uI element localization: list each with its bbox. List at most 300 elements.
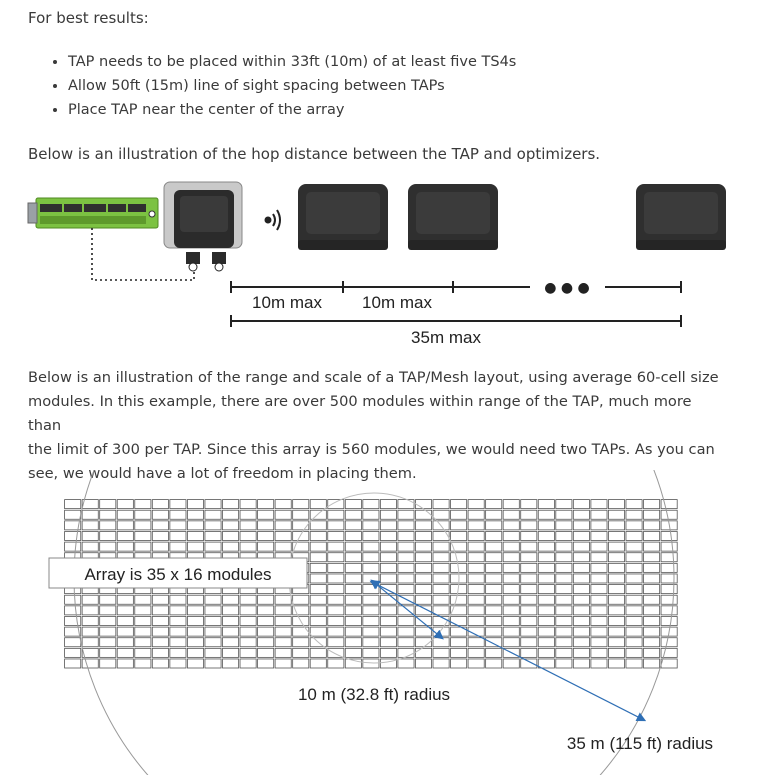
solar-module <box>345 531 361 540</box>
solar-module <box>380 500 396 509</box>
solar-module <box>187 616 203 625</box>
solar-module <box>187 542 203 551</box>
solar-module <box>486 616 502 625</box>
solar-module <box>310 616 326 625</box>
total-dimension-line <box>231 315 681 327</box>
solar-module <box>556 595 572 604</box>
solar-module <box>82 606 98 615</box>
solar-module <box>486 563 502 572</box>
solar-module <box>591 627 607 636</box>
solar-module <box>275 595 291 604</box>
array-range-diagram <box>0 470 760 775</box>
solar-module <box>65 638 81 647</box>
solar-module <box>644 510 660 519</box>
solar-module <box>398 648 414 657</box>
solar-module <box>170 542 186 551</box>
solar-module <box>82 542 98 551</box>
bullet-item: • TAP needs to be placed within 33ft (10m) of at least five TS4s <box>68 50 516 74</box>
solar-module <box>521 574 537 583</box>
solar-module <box>152 531 168 540</box>
solar-module <box>486 574 502 583</box>
solar-module <box>310 510 326 519</box>
solar-module <box>486 553 502 562</box>
solar-module <box>415 542 431 551</box>
solar-module <box>608 595 624 604</box>
solar-module <box>573 648 589 657</box>
solar-module <box>152 648 168 657</box>
solar-module <box>363 500 379 509</box>
solar-module <box>345 585 361 594</box>
solar-module <box>521 616 537 625</box>
solar-module <box>187 627 203 636</box>
solar-module <box>591 563 607 572</box>
solar-module <box>468 595 484 604</box>
solar-module <box>468 510 484 519</box>
intro-text: For best results: <box>28 9 149 27</box>
solar-module <box>135 659 151 668</box>
solar-module <box>345 595 361 604</box>
solar-module <box>380 648 396 657</box>
solar-module <box>626 595 642 604</box>
solar-module <box>135 648 151 657</box>
solar-module <box>363 574 379 583</box>
solar-module <box>486 595 502 604</box>
solar-module <box>363 510 379 519</box>
solar-module <box>363 606 379 615</box>
solar-module <box>152 606 168 615</box>
solar-module <box>608 542 624 551</box>
solar-module <box>573 563 589 572</box>
solar-module <box>644 563 660 572</box>
solar-module <box>152 627 168 636</box>
solar-module <box>415 553 431 562</box>
solar-module <box>328 553 344 562</box>
solar-module <box>608 606 624 615</box>
solar-module <box>521 500 537 509</box>
solar-module <box>240 638 256 647</box>
solar-module <box>521 627 537 636</box>
solar-module <box>468 531 484 540</box>
solar-module <box>293 595 309 604</box>
solar-module <box>328 616 344 625</box>
solar-module <box>486 648 502 657</box>
solar-module <box>538 531 554 540</box>
hop-distance-diagram <box>0 170 760 355</box>
solar-module <box>117 510 133 519</box>
solar-module <box>486 500 502 509</box>
solar-module <box>626 542 642 551</box>
solar-module <box>591 638 607 647</box>
solar-module <box>468 606 484 615</box>
tap-device-icon <box>164 182 242 271</box>
solar-module <box>626 616 642 625</box>
solar-module <box>661 531 677 540</box>
solar-module <box>451 659 467 668</box>
solar-module <box>398 563 414 572</box>
solar-module <box>275 521 291 530</box>
solar-module <box>398 500 414 509</box>
solar-module <box>380 542 396 551</box>
solar-module <box>626 638 642 647</box>
solar-module <box>538 606 554 615</box>
solar-module <box>661 553 677 562</box>
solar-module <box>591 659 607 668</box>
solar-module <box>82 510 98 519</box>
solar-module <box>275 531 291 540</box>
solar-module <box>328 500 344 509</box>
solar-module <box>293 627 309 636</box>
solar-module <box>591 500 607 509</box>
solar-module <box>222 627 238 636</box>
solar-module <box>345 563 361 572</box>
solar-module <box>293 521 309 530</box>
solar-module <box>433 659 449 668</box>
solar-module <box>644 659 660 668</box>
solar-module <box>415 521 431 530</box>
solar-module <box>626 585 642 594</box>
solar-module <box>222 531 238 540</box>
solar-module <box>328 627 344 636</box>
solar-module <box>451 638 467 647</box>
solar-module <box>644 638 660 647</box>
solar-module <box>503 542 519 551</box>
solar-module <box>644 648 660 657</box>
solar-module <box>486 627 502 636</box>
solar-module <box>240 648 256 657</box>
solar-module <box>65 648 81 657</box>
solar-module <box>310 585 326 594</box>
solar-module <box>380 595 396 604</box>
solar-module <box>100 531 116 540</box>
solar-module <box>152 521 168 530</box>
solar-module <box>538 659 554 668</box>
solar-module <box>556 531 572 540</box>
solar-module <box>117 531 133 540</box>
solar-module <box>661 574 677 583</box>
wireless-signal-icon <box>266 210 281 230</box>
solar-module <box>451 521 467 530</box>
solar-module <box>398 510 414 519</box>
solar-module <box>433 616 449 625</box>
solar-module <box>152 500 168 509</box>
solar-module <box>345 542 361 551</box>
solar-module <box>538 521 554 530</box>
solar-module <box>556 606 572 615</box>
solar-module <box>240 595 256 604</box>
solar-module <box>152 616 168 625</box>
solar-module <box>310 563 326 572</box>
solar-module <box>591 542 607 551</box>
solar-module <box>275 542 291 551</box>
solar-module <box>117 638 133 647</box>
solar-module <box>135 500 151 509</box>
solar-module <box>170 531 186 540</box>
solar-module <box>573 659 589 668</box>
solar-module <box>82 659 98 668</box>
solar-module <box>135 542 151 551</box>
solar-module <box>608 574 624 583</box>
solar-module <box>310 659 326 668</box>
solar-module <box>503 638 519 647</box>
hop-label-2: 10m max <box>362 293 432 312</box>
solar-module <box>170 595 186 604</box>
solar-module <box>573 595 589 604</box>
solar-module <box>345 627 361 636</box>
cca-board-icon <box>28 198 158 228</box>
solar-module <box>433 648 449 657</box>
solar-module <box>170 616 186 625</box>
solar-module <box>433 542 449 551</box>
solar-module <box>222 521 238 530</box>
solar-module <box>503 531 519 540</box>
hop-caption: Below is an illustration of the hop distance between the TAP and optimizers. <box>28 145 601 163</box>
solar-module <box>661 585 677 594</box>
solar-module <box>258 659 274 668</box>
solar-module <box>591 574 607 583</box>
solar-module <box>82 521 98 530</box>
solar-module <box>556 638 572 647</box>
solar-module <box>573 531 589 540</box>
solar-module <box>415 585 431 594</box>
solar-module <box>222 542 238 551</box>
solar-module <box>310 595 326 604</box>
solar-module <box>363 585 379 594</box>
solar-module <box>608 616 624 625</box>
solar-module <box>363 616 379 625</box>
solar-module <box>538 595 554 604</box>
solar-module <box>293 500 309 509</box>
solar-module <box>538 616 554 625</box>
solar-module <box>187 606 203 615</box>
solar-module <box>644 521 660 530</box>
solar-module <box>468 500 484 509</box>
solar-module <box>538 585 554 594</box>
solar-module <box>82 638 98 647</box>
solar-module <box>275 638 291 647</box>
solar-module <box>451 648 467 657</box>
solar-module <box>222 648 238 657</box>
solar-module <box>591 606 607 615</box>
solar-module <box>345 574 361 583</box>
solar-module <box>433 627 449 636</box>
solar-module <box>328 585 344 594</box>
solar-module <box>187 638 203 647</box>
solar-module <box>100 659 116 668</box>
solar-module <box>451 595 467 604</box>
solar-module <box>521 648 537 657</box>
solar-module <box>222 500 238 509</box>
solar-module <box>380 531 396 540</box>
solar-module <box>152 638 168 647</box>
solar-module <box>205 521 221 530</box>
solar-module <box>556 585 572 594</box>
solar-module <box>626 553 642 562</box>
solar-module <box>222 595 238 604</box>
solar-module <box>415 659 431 668</box>
solar-module <box>222 510 238 519</box>
solar-module <box>503 606 519 615</box>
solar-module <box>538 648 554 657</box>
solar-module <box>468 638 484 647</box>
solar-module <box>415 627 431 636</box>
solar-module <box>433 585 449 594</box>
solar-module <box>503 553 519 562</box>
solar-module <box>328 595 344 604</box>
solar-module <box>293 510 309 519</box>
solar-module <box>205 648 221 657</box>
solar-module <box>345 648 361 657</box>
optimizer-icon <box>408 184 498 250</box>
solar-module <box>258 595 274 604</box>
solar-module <box>415 648 431 657</box>
solar-module <box>538 638 554 647</box>
solar-module <box>538 500 554 509</box>
solar-module <box>363 531 379 540</box>
solar-module <box>608 531 624 540</box>
solar-module <box>556 563 572 572</box>
solar-module <box>240 606 256 615</box>
solar-module <box>608 627 624 636</box>
solar-module <box>205 510 221 519</box>
solar-module <box>222 606 238 615</box>
solar-module <box>626 521 642 530</box>
solar-module <box>398 574 414 583</box>
solar-module <box>644 574 660 583</box>
solar-module <box>240 521 256 530</box>
solar-module <box>644 531 660 540</box>
solar-module <box>415 563 431 572</box>
solar-module <box>591 585 607 594</box>
solar-module <box>468 521 484 530</box>
solar-module <box>100 542 116 551</box>
solar-module <box>521 531 537 540</box>
solar-module <box>170 521 186 530</box>
solar-module <box>187 595 203 604</box>
solar-module <box>135 606 151 615</box>
solar-module <box>275 648 291 657</box>
solar-module <box>152 659 168 668</box>
solar-module <box>644 553 660 562</box>
solar-module <box>556 616 572 625</box>
solar-module <box>556 521 572 530</box>
solar-module <box>345 553 361 562</box>
solar-module <box>521 595 537 604</box>
solar-module <box>398 542 414 551</box>
solar-module <box>82 616 98 625</box>
solar-module <box>573 553 589 562</box>
solar-module <box>328 521 344 530</box>
solar-module <box>310 531 326 540</box>
solar-module <box>363 627 379 636</box>
solar-module <box>486 542 502 551</box>
solar-module <box>538 510 554 519</box>
solar-module <box>328 606 344 615</box>
solar-module <box>486 659 502 668</box>
solar-module <box>380 616 396 625</box>
hop-dimension-line <box>231 281 681 293</box>
solar-module <box>573 616 589 625</box>
solar-module <box>380 627 396 636</box>
solar-module <box>65 595 81 604</box>
solar-module <box>468 542 484 551</box>
solar-module <box>556 542 572 551</box>
solar-module <box>275 606 291 615</box>
solar-module <box>117 542 133 551</box>
solar-module <box>345 616 361 625</box>
solar-module <box>521 659 537 668</box>
solar-module <box>538 627 554 636</box>
solar-module <box>433 531 449 540</box>
solar-module <box>100 510 116 519</box>
solar-module <box>363 638 379 647</box>
solar-module <box>258 521 274 530</box>
solar-module <box>661 563 677 572</box>
solar-module <box>187 659 203 668</box>
solar-module <box>275 627 291 636</box>
solar-module <box>433 500 449 509</box>
solar-module <box>433 638 449 647</box>
solar-module <box>135 638 151 647</box>
solar-module <box>293 648 309 657</box>
solar-module <box>608 648 624 657</box>
solar-module <box>503 521 519 530</box>
solar-module <box>468 585 484 594</box>
solar-module <box>398 531 414 540</box>
solar-module <box>626 531 642 540</box>
solar-module <box>328 542 344 551</box>
solar-module <box>626 648 642 657</box>
solar-module <box>433 563 449 572</box>
solar-module <box>240 627 256 636</box>
solar-module <box>100 521 116 530</box>
solar-module <box>328 531 344 540</box>
solar-module <box>205 659 221 668</box>
solar-module <box>591 595 607 604</box>
solar-module <box>661 606 677 615</box>
solar-module <box>626 627 642 636</box>
solar-module <box>608 510 624 519</box>
solar-module <box>170 648 186 657</box>
array-label: Array is 35 x 16 modules <box>84 565 272 584</box>
solar-module <box>363 595 379 604</box>
solar-module <box>275 510 291 519</box>
solar-module <box>573 574 589 583</box>
solar-module <box>310 648 326 657</box>
solar-module <box>275 616 291 625</box>
solar-module <box>328 563 344 572</box>
solar-module <box>415 574 431 583</box>
solar-module <box>521 606 537 615</box>
solar-module <box>205 500 221 509</box>
solar-module <box>240 542 256 551</box>
solar-module <box>398 638 414 647</box>
solar-module <box>100 595 116 604</box>
solar-module <box>503 616 519 625</box>
solar-module <box>65 542 81 551</box>
solar-module <box>486 638 502 647</box>
solar-module <box>503 510 519 519</box>
solar-module <box>135 627 151 636</box>
solar-module <box>380 638 396 647</box>
solar-module <box>591 648 607 657</box>
solar-module <box>293 638 309 647</box>
solar-module <box>117 627 133 636</box>
solar-module <box>556 648 572 657</box>
solar-module <box>573 627 589 636</box>
solar-module <box>521 638 537 647</box>
solar-module <box>608 659 624 668</box>
solar-module <box>82 595 98 604</box>
